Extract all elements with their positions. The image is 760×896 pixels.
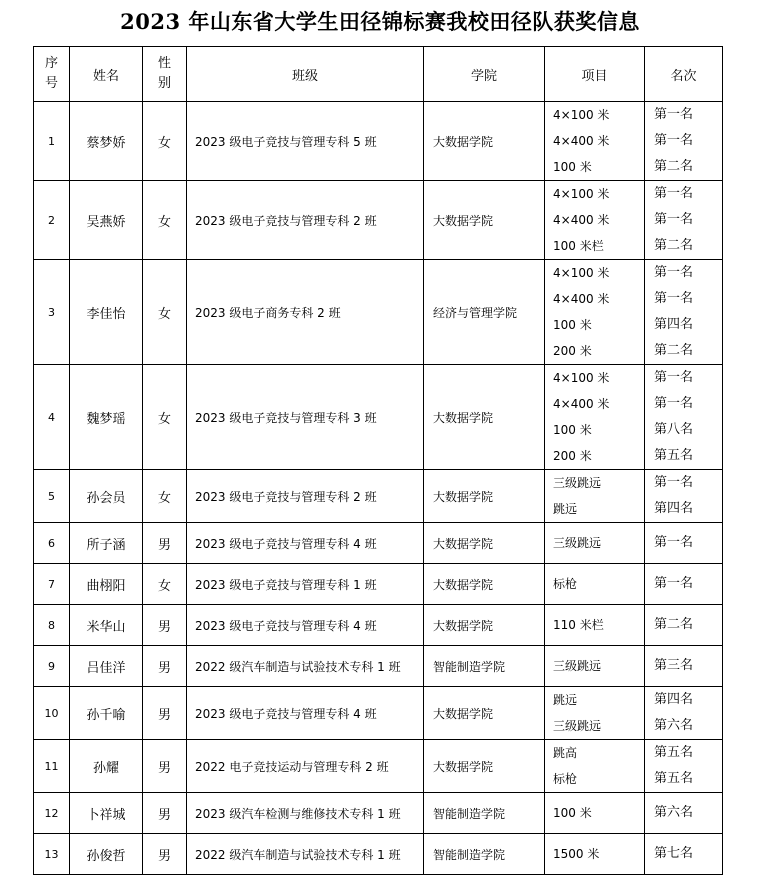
cell-class: 2023 级电子竞技与管理专科 3 班 <box>187 365 424 470</box>
cell-college: 大数据学院 <box>424 740 545 793</box>
cell-gender: 男 <box>143 687 187 740</box>
rank-item: 第二名 <box>654 159 694 174</box>
cell-index: 6 <box>34 523 70 564</box>
cell-events <box>545 646 645 687</box>
cell-name: 曲栩阳 <box>70 564 143 605</box>
header-college: 学院 <box>424 47 545 102</box>
cell-class: 2023 级电子竞技与管理专科 2 班 <box>187 470 424 523</box>
cell-name: 所子涵 <box>70 523 143 564</box>
cell-college: 大数据学院 <box>424 470 545 523</box>
table-row <box>34 834 723 875</box>
table-body <box>34 102 723 875</box>
cell-name: 孙千喻 <box>70 687 143 740</box>
cell-ranks <box>645 523 723 564</box>
event-item: 三级跳远 <box>553 536 602 550</box>
cell-college: 经济与管理学院 <box>424 260 545 365</box>
event-item: 100 米 <box>553 423 592 437</box>
cell-ranks <box>645 260 723 365</box>
cell-ranks <box>645 564 723 605</box>
rank-item: 第一名 <box>654 212 694 227</box>
event-item: 标枪 <box>553 577 578 591</box>
cell-class: 2022 电子竞技运动与管理专科 2 班 <box>187 740 424 793</box>
cell-events <box>545 564 645 605</box>
cell-index: 12 <box>34 793 70 834</box>
cell-events <box>545 365 645 470</box>
cell-college: 智能制造学院 <box>424 793 545 834</box>
cell-events <box>545 793 645 834</box>
rank-item: 第四名 <box>654 501 694 516</box>
rank-item: 第一名 <box>654 107 694 122</box>
rank-item: 第五名 <box>654 448 694 463</box>
cell-college: 大数据学院 <box>424 365 545 470</box>
event-item: 4×400 米 <box>553 213 610 227</box>
event-item: 110 米栏 <box>553 618 604 632</box>
cell-class: 2023 级电子竞技与管理专科 4 班 <box>187 687 424 740</box>
cell-ranks <box>645 365 723 470</box>
event-item: 标枪 <box>553 772 578 786</box>
cell-events <box>545 834 645 875</box>
cell-events <box>545 605 645 646</box>
header-index: 序号 <box>34 47 70 102</box>
table-row <box>34 523 723 564</box>
cell-class: 2023 级电子竞技与管理专科 5 班 <box>187 102 424 181</box>
rank-item: 第一名 <box>654 396 694 411</box>
cell-index: 4 <box>34 365 70 470</box>
cell-name: 孙耀 <box>70 740 143 793</box>
event-item: 跳远 <box>553 693 578 707</box>
cell-events <box>545 523 645 564</box>
header-class: 班级 <box>187 47 424 102</box>
cell-gender: 女 <box>143 102 187 181</box>
cell-gender: 男 <box>143 605 187 646</box>
cell-ranks <box>645 646 723 687</box>
cell-gender: 女 <box>143 181 187 260</box>
rank-item: 第一名 <box>654 265 694 280</box>
cell-gender: 男 <box>143 834 187 875</box>
cell-college: 大数据学院 <box>424 102 545 181</box>
rank-item: 第一名 <box>654 133 694 148</box>
cell-class: 2023 级电子竞技与管理专科 2 班 <box>187 181 424 260</box>
table-row <box>34 564 723 605</box>
cell-name: 吴燕娇 <box>70 181 143 260</box>
event-item: 三级跳远 <box>553 476 602 490</box>
cell-college: 大数据学院 <box>424 605 545 646</box>
rank-item: 第五名 <box>654 745 694 760</box>
cell-gender: 男 <box>143 523 187 564</box>
rank-item: 第三名 <box>654 658 694 673</box>
cell-class: 2023 级电子竞技与管理专科 4 班 <box>187 605 424 646</box>
cell-index: 2 <box>34 181 70 260</box>
cell-college: 智能制造学院 <box>424 646 545 687</box>
event-item: 100 米 <box>553 318 592 332</box>
cell-name: 米华山 <box>70 605 143 646</box>
event-item: 跳远 <box>553 502 578 516</box>
event-item: 4×100 米 <box>553 187 610 201</box>
rank-item: 第八名 <box>654 422 694 437</box>
table-row <box>34 260 723 365</box>
event-item: 4×400 米 <box>553 397 610 411</box>
cell-college: 大数据学院 <box>424 564 545 605</box>
cell-gender: 男 <box>143 793 187 834</box>
cell-index: 9 <box>34 646 70 687</box>
rank-item: 第四名 <box>654 317 694 332</box>
table-row <box>34 605 723 646</box>
awards-table <box>33 46 723 875</box>
event-item: 100 米 <box>553 160 592 174</box>
cell-class: 2023 级电子竞技与管理专科 1 班 <box>187 564 424 605</box>
cell-name: 卜祥城 <box>70 793 143 834</box>
header-events: 项目 <box>545 47 645 102</box>
cell-index: 13 <box>34 834 70 875</box>
table-row <box>34 470 723 523</box>
event-item: 4×100 米 <box>553 108 610 122</box>
cell-gender: 男 <box>143 646 187 687</box>
page-title: 2023 年山东省大学生田径锦标赛我校田径队获奖信息 <box>120 9 640 34</box>
cell-ranks <box>645 102 723 181</box>
cell-events <box>545 687 645 740</box>
cell-college: 大数据学院 <box>424 687 545 740</box>
cell-index: 7 <box>34 564 70 605</box>
table-row <box>34 687 723 740</box>
event-item: 4×400 米 <box>553 292 610 306</box>
cell-ranks <box>645 793 723 834</box>
cell-class: 2023 级电子商务专科 2 班 <box>187 260 424 365</box>
event-item: 100 米 <box>553 806 592 820</box>
cell-name: 李佳怡 <box>70 260 143 365</box>
cell-name: 孙会员 <box>70 470 143 523</box>
cell-index: 11 <box>34 740 70 793</box>
cell-index: 5 <box>34 470 70 523</box>
rank-item: 第六名 <box>654 805 694 820</box>
cell-events <box>545 102 645 181</box>
event-item: 200 米 <box>553 344 592 358</box>
cell-events <box>545 470 645 523</box>
rank-item: 第二名 <box>654 238 694 253</box>
table-row <box>34 646 723 687</box>
table-row <box>34 740 723 793</box>
cell-class: 2023 级汽车检测与维修技术专科 1 班 <box>187 793 424 834</box>
event-item: 4×100 米 <box>553 371 610 385</box>
cell-gender: 女 <box>143 260 187 365</box>
rank-item: 第一名 <box>654 370 694 385</box>
rank-item: 第二名 <box>654 617 694 632</box>
table-row <box>34 365 723 470</box>
cell-name: 魏梦瑶 <box>70 365 143 470</box>
table-row <box>34 793 723 834</box>
cell-name: 孙俊哲 <box>70 834 143 875</box>
event-item: 200 米 <box>553 449 592 463</box>
table-row <box>34 102 723 181</box>
cell-class: 2022 级汽车制造与试验技术专科 1 班 <box>187 646 424 687</box>
event-item: 1500 米 <box>553 847 600 861</box>
cell-index: 10 <box>34 687 70 740</box>
cell-index: 1 <box>34 102 70 181</box>
cell-ranks <box>645 834 723 875</box>
cell-gender: 男 <box>143 740 187 793</box>
cell-ranks <box>645 181 723 260</box>
event-item: 三级跳远 <box>553 719 602 733</box>
cell-name: 吕佳洋 <box>70 646 143 687</box>
cell-name: 蔡梦娇 <box>70 102 143 181</box>
cell-gender: 女 <box>143 365 187 470</box>
table-header-row <box>34 47 723 102</box>
rank-item: 第四名 <box>654 692 694 707</box>
cell-gender: 女 <box>143 470 187 523</box>
cell-ranks <box>645 687 723 740</box>
rank-item: 第一名 <box>654 475 694 490</box>
rank-item: 第一名 <box>654 291 694 306</box>
header-ranks: 名次 <box>645 47 723 102</box>
header-gender: 性别 <box>143 47 187 102</box>
cell-index: 8 <box>34 605 70 646</box>
cell-gender: 女 <box>143 564 187 605</box>
cell-class: 2022 级汽车制造与试验技术专科 1 班 <box>187 834 424 875</box>
cell-college: 大数据学院 <box>424 181 545 260</box>
cell-events <box>545 740 645 793</box>
cell-ranks <box>645 740 723 793</box>
cell-ranks <box>645 605 723 646</box>
cell-events <box>545 181 645 260</box>
cell-class: 2023 级电子竞技与管理专科 4 班 <box>187 523 424 564</box>
event-item: 4×400 米 <box>553 134 610 148</box>
event-item: 100 米栏 <box>553 239 604 253</box>
header-name: 姓名 <box>70 47 143 102</box>
rank-item: 第二名 <box>654 343 694 358</box>
event-item: 4×100 米 <box>553 266 610 280</box>
cell-ranks <box>645 470 723 523</box>
cell-college: 大数据学院 <box>424 523 545 564</box>
cell-events <box>545 260 645 365</box>
rank-item: 第一名 <box>654 576 694 591</box>
rank-item: 第一名 <box>654 186 694 201</box>
rank-item: 第五名 <box>654 771 694 786</box>
rank-item: 第七名 <box>654 846 694 861</box>
event-item: 三级跳远 <box>553 659 602 673</box>
cell-index: 3 <box>34 260 70 365</box>
event-item: 跳高 <box>553 746 578 760</box>
table-row <box>34 181 723 260</box>
cell-college: 智能制造学院 <box>424 834 545 875</box>
rank-item: 第六名 <box>654 718 694 733</box>
rank-item: 第一名 <box>654 535 694 550</box>
